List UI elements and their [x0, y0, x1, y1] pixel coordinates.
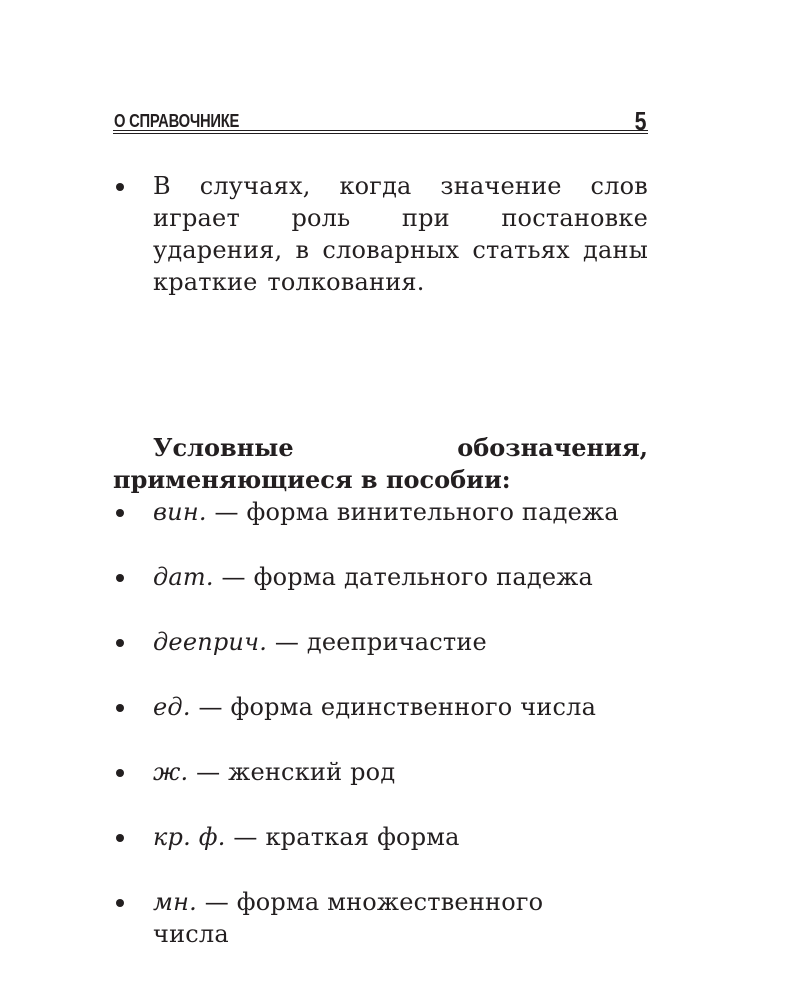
book-page	[113, 100, 648, 948]
list-item-ed	[113, 691, 623, 723]
dash: —	[225, 823, 266, 851]
bullet-icon	[116, 509, 124, 517]
dash: —	[213, 563, 254, 591]
list-item-mn	[113, 886, 623, 950]
meaning: форма дательного падежа	[253, 563, 594, 591]
list-item-vin	[113, 496, 623, 528]
page-number: 5	[634, 106, 646, 136]
dash: —	[196, 888, 237, 916]
abbreviations-list	[113, 496, 648, 950]
bullet-icon	[116, 574, 124, 582]
list-item-kr-f	[113, 821, 623, 853]
abbreviation: дат.	[153, 563, 214, 591]
abbreviation: ж.	[153, 758, 189, 786]
meaning: деепричастие	[306, 628, 487, 656]
bullet-icon	[116, 704, 124, 712]
bullet-icon	[116, 834, 124, 842]
list-item-dat	[113, 561, 623, 593]
meaning: женский род	[228, 758, 396, 786]
intro-text: В случаях, когда значение слов играет роль при постановке ударения, в словарных статьях даны краткие толкования.	[153, 172, 648, 296]
bullet-icon	[116, 183, 124, 191]
abbreviation: мн.	[153, 888, 197, 916]
header-double-rule	[113, 130, 648, 134]
meaning: форма винительного падежа	[246, 498, 619, 526]
bullet-icon	[116, 639, 124, 647]
abbreviation: дееприч.	[153, 628, 268, 656]
list-item-zh	[113, 756, 623, 788]
abbreviation: ед.	[153, 693, 191, 721]
dash: —	[188, 758, 229, 786]
meaning: краткая форма	[265, 823, 460, 851]
dash: —	[267, 628, 307, 656]
list-item-deeprich	[113, 626, 623, 658]
bullet-icon	[116, 769, 124, 777]
meaning: форма множественного числа	[153, 888, 544, 948]
section-title: О СПРАВОЧНИКЕ	[114, 111, 240, 131]
dash: —	[206, 498, 247, 526]
legend-heading: Условные обозначения, применяющиеся в пособии:	[113, 433, 648, 494]
abbreviation: вин.	[153, 498, 207, 526]
intro-bullet	[113, 170, 648, 298]
abbreviation: кр. ф.	[153, 823, 226, 851]
dash: —	[190, 693, 231, 721]
meaning: форма единственного числа	[230, 693, 597, 721]
intro-bullet-row	[113, 170, 648, 298]
running-header	[113, 100, 648, 134]
bullet-icon	[116, 899, 124, 907]
